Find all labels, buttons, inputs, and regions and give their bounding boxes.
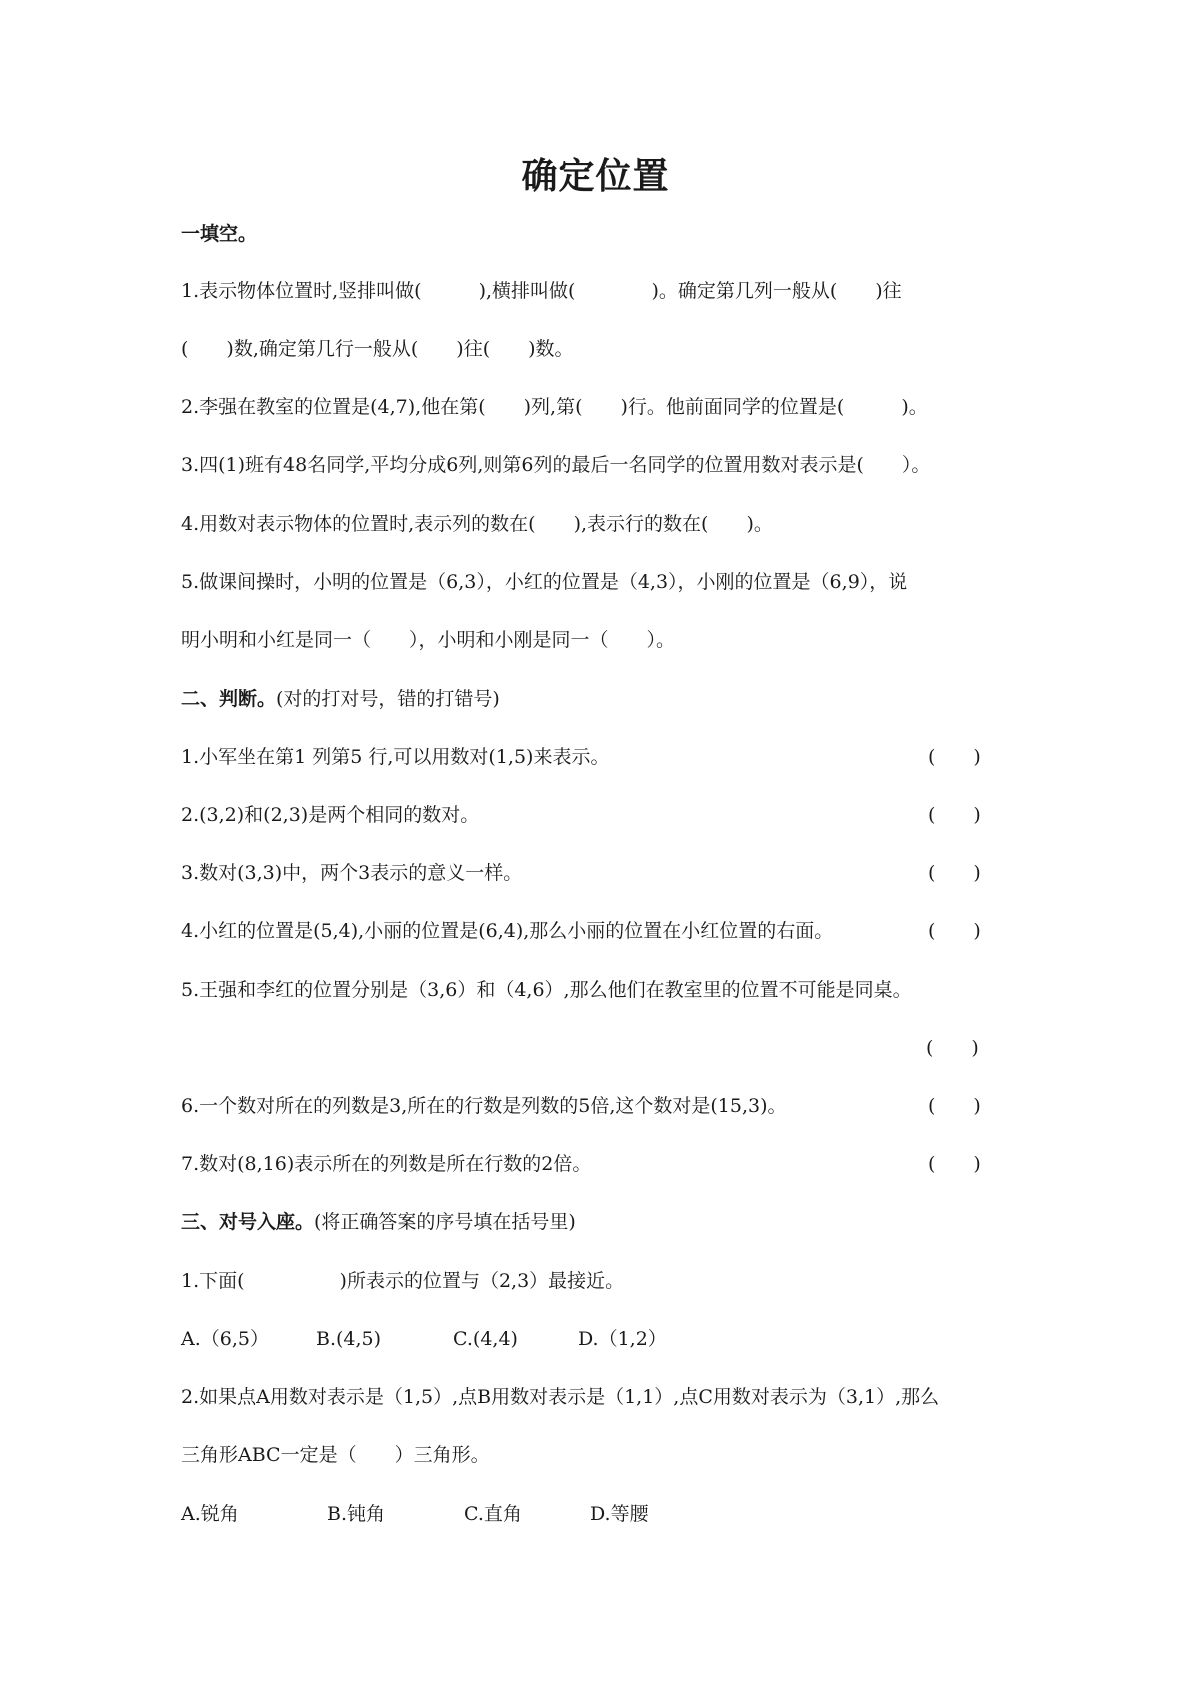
s3-q1-option-a: A.（6,5）	[181, 1328, 269, 1350]
section3-heading-note: (将正确答案的序号填在括号里)	[314, 1211, 576, 1233]
s3-q1-option-b: B.(4,5)	[316, 1328, 382, 1350]
answer-paren: ( )	[928, 1153, 981, 1175]
s2-item-1: 1.小军坐在第1 列第5 行,可以用数对(1,5)来表示。	[181, 746, 610, 768]
s3-q1: 1.下面( )所表示的位置与（2,3）最接近。	[181, 1270, 625, 1292]
s2-item-6: 6.一个数对所在的列数是3,所在的行数是列数的5倍,这个数对是(15,3)。	[181, 1095, 787, 1117]
s3-q2-option-c: C.直角	[464, 1503, 522, 1525]
s2-item-5: 5.王强和李红的位置分别是（3,6）和（4,6）,那么他们在教室里的位置不可能是同桌。	[181, 979, 912, 1001]
s2-item-4: 4.小红的位置是(5,4),小丽的位置是(6,4),那么小丽的位置在小红位置的右面。	[181, 920, 834, 942]
page-title: 确定位置	[521, 156, 670, 197]
s2-item-7: 7.数对(8,16)表示所在的列数是所在行数的2倍。	[181, 1153, 592, 1175]
s3-q1-option-d: D.（1,2）	[578, 1328, 667, 1350]
s3-q2-option-b: B.钝角	[327, 1503, 386, 1525]
s3-q1-option-c: C.(4,4)	[453, 1328, 518, 1350]
s3-q2-option-a: A.锐角	[181, 1503, 239, 1525]
section2-heading-note: (对的打对号，错的打错号)	[276, 688, 500, 710]
answer-paren: ( )	[928, 804, 981, 826]
s1-q1-line1: 1.表示物体位置时,竖排叫做( ),横排叫做( )。确定第几列一般从( )往	[181, 280, 902, 302]
s1-q4: 4.用数对表示物体的位置时,表示列的数在( ),表示行的数在( )。	[181, 513, 773, 535]
section2-heading-text: 二、判断。	[181, 688, 277, 710]
s1-q5-line1: 5.做课间操时，小明的位置是（6,3），小红的位置是（4,3），小刚的位置是（6,9），说	[181, 571, 908, 593]
section1-heading: 一填空。	[181, 223, 258, 245]
answer-paren: ( )	[928, 746, 981, 768]
s2-item-3: 3.数对(3,3)中，两个3表示的意义一样。	[181, 862, 523, 884]
section3-heading-text: 三、对号入座。	[181, 1211, 315, 1233]
s3-q2-line1: 2.如果点A用数对表示是（1,5）,点B用数对表示是（1,1）,点C用数对表示为（3,1）,那么	[181, 1386, 940, 1408]
s1-q2: 2.李强在教室的位置是(4,7),他在第( )列,第( )行。他前面同学的位置是( )。	[181, 396, 928, 418]
answer-paren: ( )	[926, 1037, 979, 1059]
s3-q2-line2: 三角形ABC一定是（ ）三角形。	[181, 1444, 490, 1466]
s1-q3: 3.四(1)班有48名同学,平均分成6列,则第6列的最后一名同学的位置用数对表示是( ）。	[181, 454, 931, 476]
section3-heading	[181, 1210, 576, 1234]
s3-q2-option-d: D.等腰	[590, 1503, 649, 1525]
s2-item-2: 2.(3,2)和(2,3)是两个相同的数对。	[181, 804, 480, 826]
section2-heading	[181, 687, 500, 711]
s1-q1-line2: ( )数,确定第几行一般从( )往( )数。	[181, 338, 574, 360]
answer-paren: ( )	[928, 862, 981, 884]
answer-paren: ( )	[928, 1095, 981, 1117]
answer-paren: ( )	[928, 920, 981, 942]
s1-q5-line2: 明小明和小红是同一（ ），小明和小刚是同一（ ）。	[181, 629, 676, 651]
